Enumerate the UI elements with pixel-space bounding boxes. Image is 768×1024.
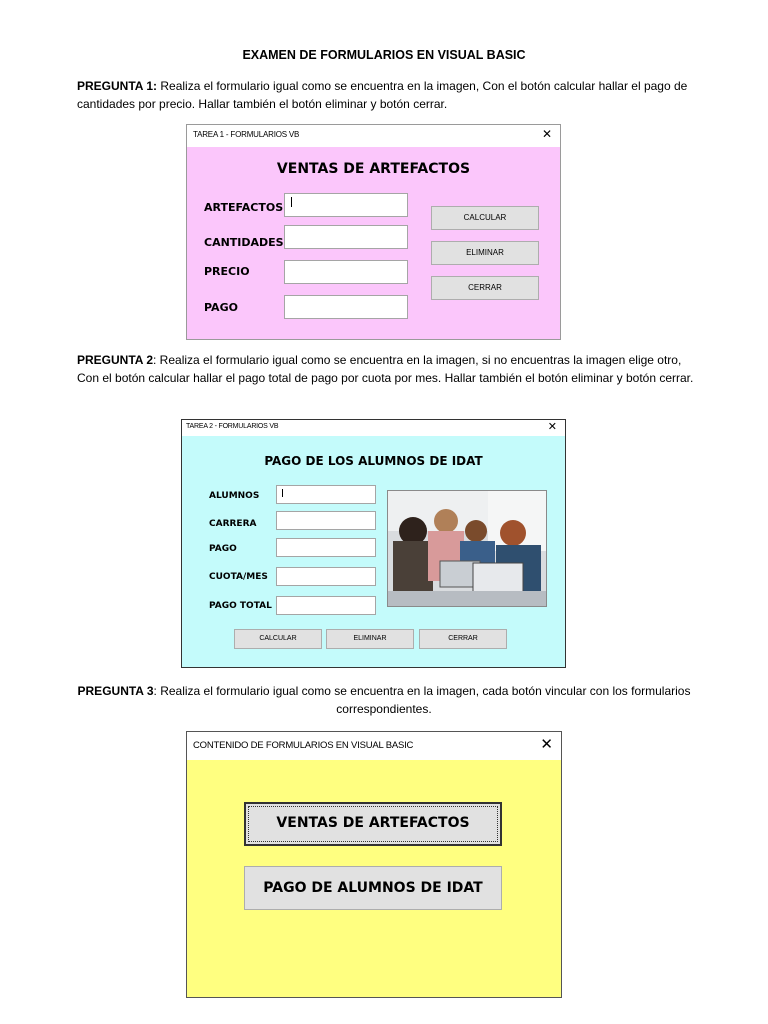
pago-alumnos-button[interactable]: PAGO DE ALUMNOS DE IDAT — [244, 866, 502, 910]
label-carrera: CARRERA — [209, 519, 257, 529]
window-2-titlebar — [182, 420, 565, 436]
label-cantidades: CANTIDADES — [204, 236, 284, 249]
label-artefactos: ARTEFACTOS — [204, 201, 284, 214]
close-icon[interactable]: ✕ — [540, 736, 553, 753]
cantidades-input[interactable] — [284, 225, 408, 249]
contenido-formularios-window — [186, 731, 562, 998]
calcular-button[interactable]: CALCULAR — [431, 206, 539, 230]
pago-input[interactable] — [284, 295, 408, 319]
students-photo — [387, 490, 547, 607]
pago-alumnos-window — [181, 419, 566, 668]
close-icon[interactable]: ✕ — [547, 421, 557, 433]
cerrar-button[interactable]: CERRAR — [431, 276, 539, 300]
calcular-button[interactable]: CALCULAR — [234, 629, 322, 649]
form-2-heading: PAGO DE LOS ALUMNOS DE IDAT — [264, 454, 483, 468]
cerrar-button[interactable]: CERRAR — [419, 629, 507, 649]
question-2 — [77, 351, 702, 387]
question-1-label: PREGUNTA 1: — [77, 79, 158, 93]
document-title: EXAMEN DE FORMULARIOS EN VISUAL BASIC — [242, 48, 526, 62]
question-3 — [40, 682, 728, 718]
window-1-titlebar — [187, 125, 560, 147]
form-1-heading: VENTAS DE ARTEFACTOS — [276, 161, 471, 177]
window-3-titlebar — [187, 732, 561, 760]
cuota-mes-input[interactable] — [276, 567, 376, 586]
label-alumnos: ALUMNOS — [209, 491, 260, 501]
ventas-artefactos-window — [186, 124, 561, 340]
window-2-title: TAREA 2 - FORMULARIOS VB — [186, 423, 279, 430]
label-pago: PAGO — [204, 301, 238, 314]
precio-input[interactable] — [284, 260, 408, 284]
label-precio: PRECIO — [204, 265, 250, 278]
question-1 — [77, 77, 697, 113]
pago-total-input[interactable] — [276, 596, 376, 615]
close-icon[interactable]: ✕ — [541, 127, 552, 141]
ventas-artefactos-button[interactable]: VENTAS DE ARTEFACTOS — [244, 802, 502, 846]
label-pago-total: PAGO TOTAL — [209, 601, 272, 611]
carrera-input[interactable] — [276, 511, 376, 530]
eliminar-button[interactable]: ELIMINAR — [431, 241, 539, 265]
label-cuota-mes: CUOTA/MES — [209, 572, 268, 582]
question-3-label: PREGUNTA 3 — [77, 684, 154, 698]
pago-input[interactable] — [276, 538, 376, 557]
window-1-title: TAREA 1 - FORMULARIOS VB — [193, 130, 300, 139]
question-2-label: PREGUNTA 2 — [77, 353, 154, 367]
question-1-text: Realiza el formulario igual como se encuentra en la imagen, Con el botón calcular hallar el pago de cantidades por precio. Hallar también el botón eliminar y botón cerrar. — [77, 79, 688, 111]
students-photo-illustration — [388, 491, 546, 606]
alumnos-input[interactable] — [276, 485, 376, 504]
question-2-text: : Realiza el formulario igual como se encuentra en la imagen, si no encuentras la imagen elige otro, Con el botón calcular hallar el pago total de pago por cuota por mes. Hallar también el botón eliminar y botón cerrar. — [77, 353, 694, 385]
question-3-text: : Realiza el formulario igual como se encuentra en la imagen, cada botón vincular con los formularios correspondientes. — [153, 684, 691, 716]
artefactos-input[interactable] — [284, 193, 408, 217]
eliminar-button[interactable]: ELIMINAR — [326, 629, 414, 649]
label-pago: PAGO — [209, 544, 237, 554]
window-3-title: CONTENIDO DE FORMULARIOS EN VISUAL BASIC — [193, 740, 414, 751]
